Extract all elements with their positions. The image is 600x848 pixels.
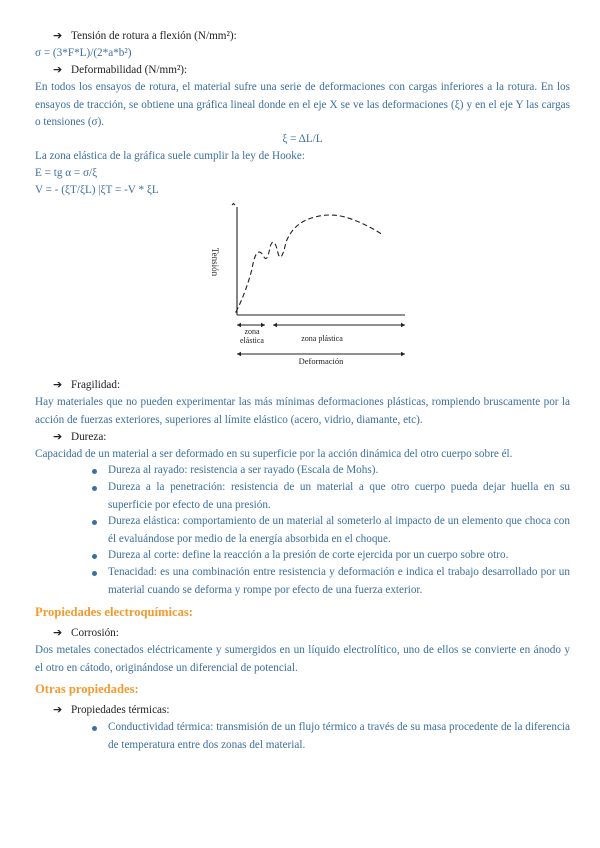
- otras-title: Otras propiedades:: [35, 682, 139, 696]
- dureza-item: Dureza al rayado: resistencia a ser rayado (Escala de Mohs).: [108, 464, 379, 476]
- x-axis-label: Deformación: [298, 356, 344, 366]
- fragilidad-paragraph: Hay materiales que no pueden experimentar las más mínimas deformaciones plásticas, rompiendo bruscamente por la acción de fuerzas exteriores, superiores al límite elástico (acero, vidrio, diamante, etc).: [35, 396, 570, 426]
- corrosion-heading-row: [53, 625, 119, 641]
- flexion-heading-row: [53, 28, 237, 44]
- bullet-icon: [91, 565, 99, 573]
- dureza-item: Dureza al corte: define la reacción a la presión de corte ejercida por un cuerpo sobre otro.: [108, 549, 509, 561]
- arrow-right-icon: ➔: [53, 703, 63, 716]
- equation-1: E = tg α = σ/ξ: [35, 167, 98, 179]
- flexion-heading: Tensión de rotura a flexión (N/mm²):: [71, 30, 237, 42]
- bullet-icon: [91, 480, 99, 488]
- y-axis-label: Tensión: [210, 247, 220, 277]
- bullet-icon: [91, 548, 99, 556]
- stress-strain-figure: [200, 195, 415, 370]
- electro-title: Propiedades electroquímicas:: [35, 605, 193, 619]
- arrow-right-icon: ➔: [53, 29, 63, 42]
- termicas-heading: Propiedades térmicas:: [71, 704, 170, 716]
- conductividad-item: Conductividad térmica: transmisión de un flujo térmico a través de su masa procedente de la diferencia de temperatura entre dos zonas del material.: [108, 721, 570, 751]
- termicas-heading-row: [53, 702, 169, 718]
- deform-paragraph: En todos los ensayos de rotura, el material sufre una serie de deformaciones con cargas inferiores a la rotura. En los ensayos de tracción, se obtiene una gráfica lineal donde en el eje X se ve las deformaciones (ξ) y en el eje Y las cargas o tensiones (σ).: [35, 81, 570, 128]
- dureza-paragraph: Capacidad de un material a ser deformado en su superficie por la acción dinámica del otro cuerpo sobre él.: [35, 448, 513, 460]
- corrosion-heading: Corrosión:: [71, 627, 119, 639]
- elastic-zone-label-2: elástica: [240, 336, 264, 345]
- stress-strain-curve: [236, 215, 383, 312]
- corrosion-paragraph: Dos metales conectados eléctricamente y sumergidos en un líquido electrolítico, uno de ellos se convierte en ánodo y el otro en cátodo, originándose un diferencial de potencial.: [35, 644, 570, 674]
- dureza-item: Tenacidad: es una combinación entre resistencia y deformación e indica el trabajo desarrollado por un material cuando se deforma y rompe por efecto de una fuerza exterior.: [108, 566, 570, 596]
- arrow-right-icon: ➔: [53, 430, 63, 443]
- plastic-zone-label: zona plástica: [301, 334, 343, 343]
- arrow-right-icon: ➔: [53, 626, 63, 639]
- arrow-right-icon: ➔: [53, 63, 63, 76]
- flexion-formula: σ = (3*F*L)/(2*a*b²): [35, 47, 132, 59]
- arrow-right-icon: ➔: [53, 378, 63, 391]
- bullet-icon: [91, 514, 99, 522]
- fragilidad-heading: Fragilidad:: [71, 379, 121, 391]
- dureza-heading: Dureza:: [71, 431, 107, 443]
- fragilidad-heading-row: [53, 377, 120, 393]
- elastic-zone-label-1: zona: [244, 327, 260, 336]
- bullet-icon: [91, 720, 99, 728]
- dureza-item: Dureza a la penetración: resistencia de un material a que otro cuerpo pueda dejar huella en su superficie por efecto de una presión.: [108, 481, 570, 511]
- bullet-icon: [91, 463, 99, 471]
- deform-heading: Deformabilidad (N/mm²):: [71, 64, 188, 76]
- equation-2: V = - (ξT/ξL) |ξT = -V * ξL: [35, 184, 159, 196]
- hooke-line: La zona elástica de la gráfica suele cumplir la ley de Hooke:: [35, 150, 305, 162]
- deform-heading-row: [53, 62, 187, 78]
- dureza-heading-row: [53, 429, 106, 445]
- deform-formula-center: ξ = ΔL/L: [282, 133, 323, 145]
- dureza-item: Dureza elástica: comportamiento de un material al someterlo al impacto de un elemento que choca con él evaluándose por medio de la energía absorbida en el choque.: [108, 515, 570, 545]
- y-axis-tick: [232, 204, 235, 206]
